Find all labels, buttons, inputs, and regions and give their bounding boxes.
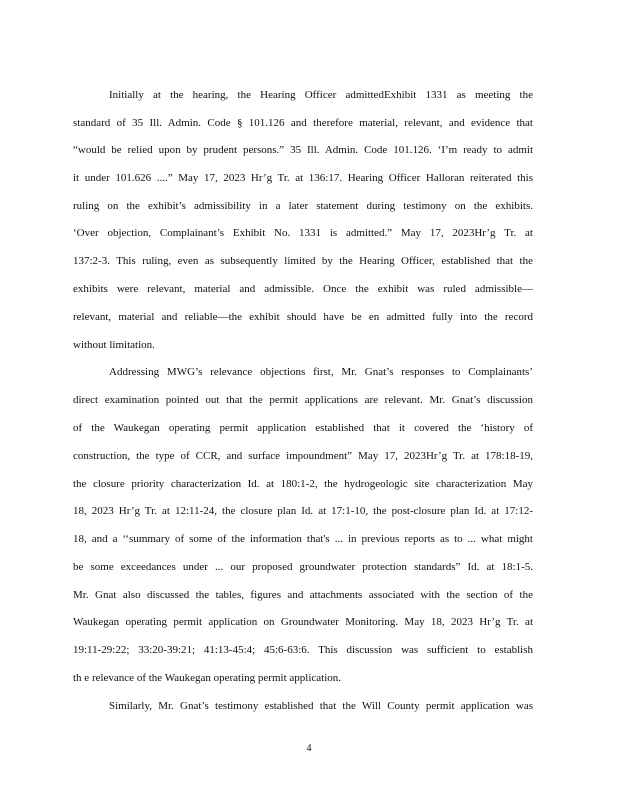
text-line: without limitation. <box>73 339 155 351</box>
text-line: Addressing MWG’s relevance objections first, Mr. Gnat’s responses to Complainants’ <box>109 366 533 378</box>
text-line: it under 101.626 ....” May 17, 2023 Hr’g Tr. at 136:17. Hearing Officer Halloran reiterated this <box>73 172 533 184</box>
text-line: 18, 2023 Hr’g Tr. at 12:11-24, the closure plan Id. at 17:1-10, the post-closure plan Id. at 17:12- <box>73 505 533 517</box>
text-line: direct examination pointed out that the permit applications are relevant. Mr. Gnat’s discussion <box>73 394 533 406</box>
page-number: 4 <box>306 743 312 754</box>
text-line: Mr. Gnat also discussed the tables, figures and attachments associated with the section of the <box>73 589 533 601</box>
text-line: 137:2-3. This ruling, even as subsequently limited by the Hearing Officer, established that the <box>73 255 533 267</box>
text-line: be some exceedances under ... our proposed groundwater protection standards” Id. at 18:1-5. <box>73 561 533 573</box>
text-line: Initially at the hearing, the Hearing Officer admittedExhibit 1331 as meeting the <box>109 89 533 101</box>
text-line: standard of 35 Ill. Admin. Code § 101.126 and therefore material, relevant, and evidence that <box>73 117 533 129</box>
text-line: the closure priority characterization Id. at 180:1-2, the hydrogeologic site characterization May <box>73 478 533 490</box>
text-line: 18, and a ‘‘summary of some of the information that's ... in previous reports as to ... what might <box>73 533 533 545</box>
text-line: exhibits were relevant, material and admissible. Once the exhibit was ruled admissible— <box>73 283 533 295</box>
text-line: Similarly, Mr. Gnat’s testimony established that the Will County permit application was <box>109 700 533 712</box>
text-line: 19:11-29:22; 33:20-39:21; 41:13-45:4; 45:6-63:6. This discussion was sufficient to establish <box>73 644 533 656</box>
text-line: of the Waukegan operating permit application established that it covered the ‘history of <box>73 422 533 434</box>
text-line: “would be relied upon by prudent persons.” 35 Ill. Admin. Code 101.126. ‘I’m ready to admit <box>73 144 533 156</box>
text-line: ruling on the exhibit’s admissibility in a later statement during testimony on the exhibits. <box>73 200 533 212</box>
text-line: th e relevance of the Waukegan operating permit application. <box>73 672 341 684</box>
text-line: ‘Over objection, Complainant’s Exhibit No. 1331 is admitted.” May 17, 2023Hr’g Tr. at <box>73 227 533 239</box>
text-line: construction, the type of CCR, and surface impoundment” May 17, 2023Hr’g Tr. at 178:18-19, <box>73 450 533 462</box>
text-line: relevant, material and reliable—the exhibit should have be en admitted fully into the record <box>73 311 533 323</box>
text-line: Waukegan operating permit application on Groundwater Monitoring. May 18, 2023 Hr’g Tr. at <box>73 616 533 628</box>
